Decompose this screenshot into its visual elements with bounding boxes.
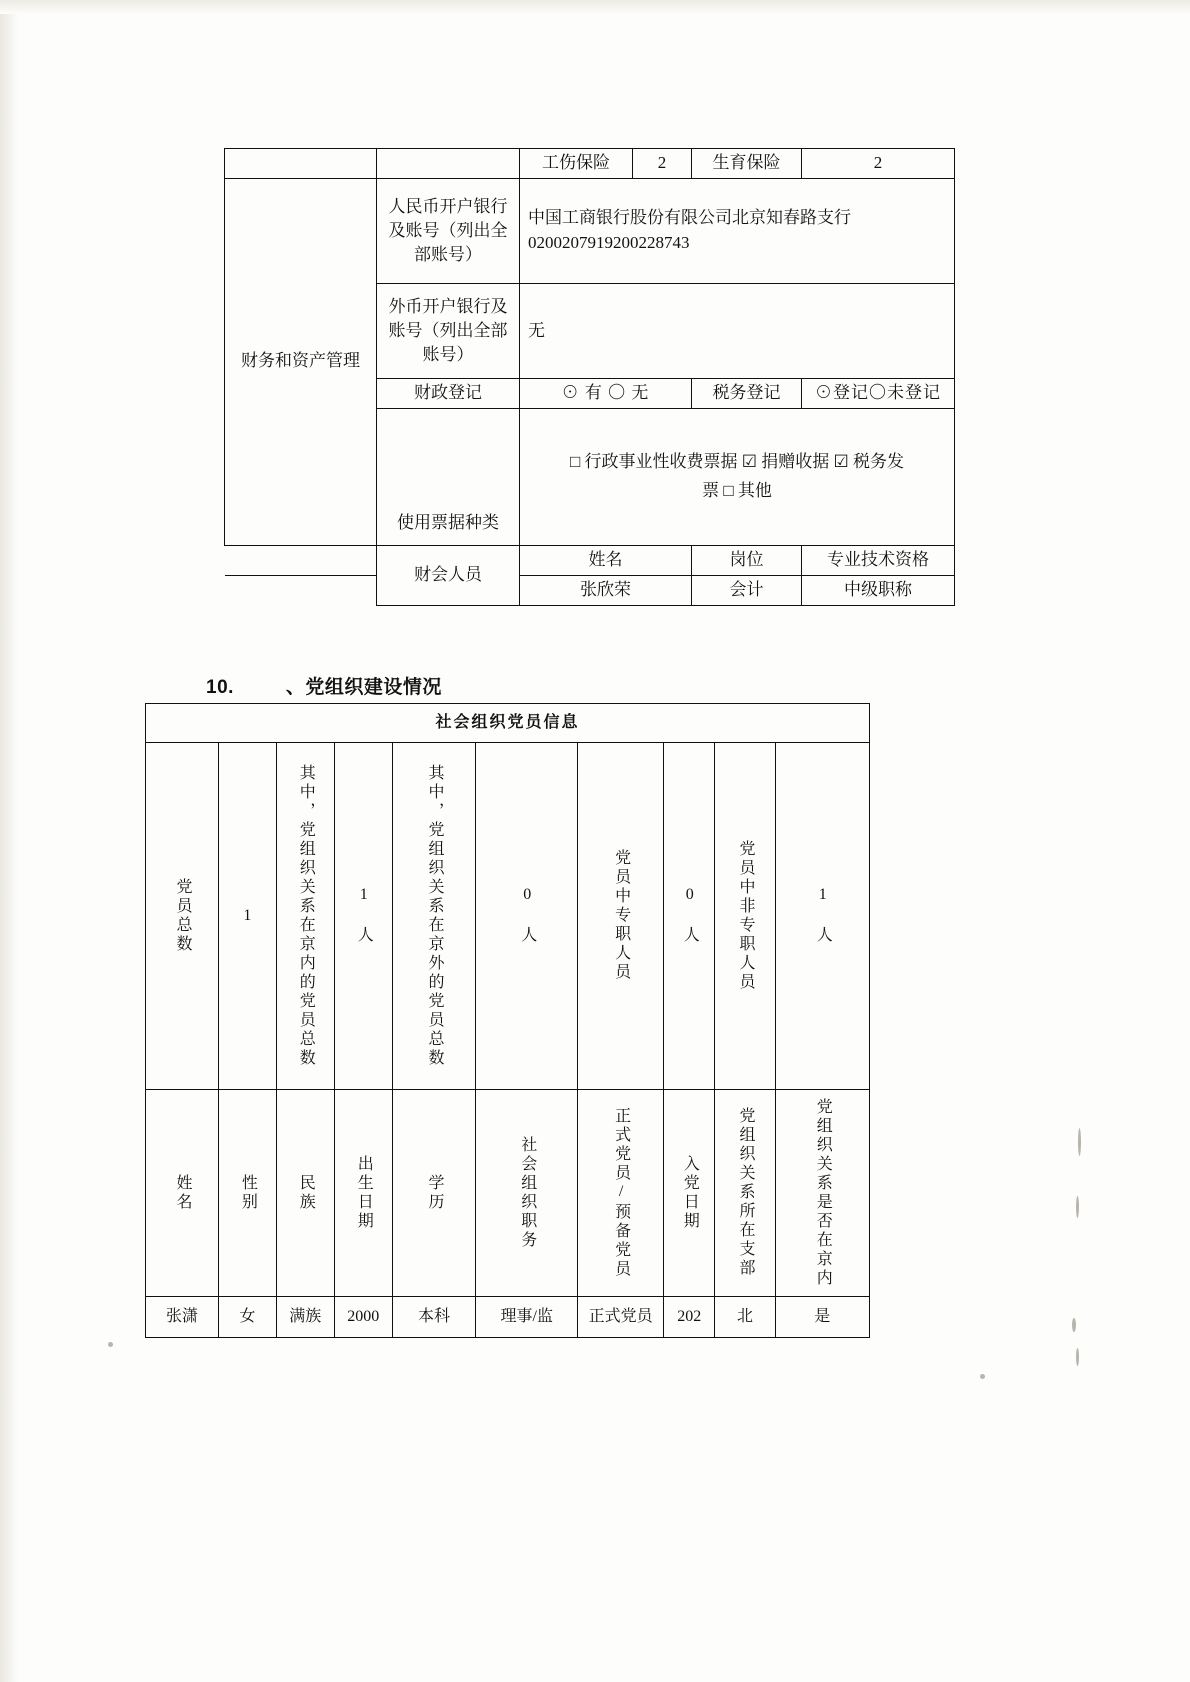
table-row-staff-header xyxy=(225,545,955,575)
ticket-types-line-2: 票 □ 其他 xyxy=(702,480,772,500)
scan-speck xyxy=(1076,1348,1079,1366)
stat-value-in-beijing-text: 1 人 xyxy=(355,886,373,946)
scan-speck xyxy=(980,1374,985,1379)
stat-label-fulltime xyxy=(578,742,664,1089)
cell-relation-in-beijing: 是 xyxy=(775,1296,869,1337)
stat-value-total: 1 xyxy=(218,742,276,1089)
rmb-bank-value: 中国工商银行股份有限公司北京知春路支行 0200207919200228743 xyxy=(520,178,955,283)
staff-header-qualification: 专业技术资格 xyxy=(802,545,955,575)
cell-org-position: 理事/监 xyxy=(476,1296,578,1337)
staff-value-position: 会计 xyxy=(692,575,802,605)
cell-ethnicity: 满族 xyxy=(276,1296,334,1337)
stat-label-out-beijing xyxy=(392,742,476,1089)
section-title: 、党组织建设情况 xyxy=(285,677,442,698)
fiscal-registration-label: 财政登记 xyxy=(377,378,520,408)
finance-section-label: 财务和资产管理 xyxy=(225,178,377,545)
stat-label-in-beijing-text: 其中，党组织关系在京内的党员总数 xyxy=(297,763,315,1068)
header-gender xyxy=(218,1089,276,1296)
header-name-text: 姓名 xyxy=(173,1173,191,1212)
party-table-title-row xyxy=(146,704,870,743)
table-row-rmb-bank xyxy=(225,178,955,283)
finance-asset-management-table xyxy=(224,148,955,606)
spacer-cell-2 xyxy=(225,575,377,605)
party-header-row xyxy=(146,1089,870,1296)
tax-registration-label: 税务登记 xyxy=(692,378,802,408)
stat-value-out-beijing xyxy=(476,742,578,1089)
staff-value-qualification: 中级职称 xyxy=(802,575,955,605)
cell-member-status: 正式党员 xyxy=(578,1296,664,1337)
table-row xyxy=(146,1296,870,1337)
header-org-position xyxy=(476,1089,578,1296)
header-ethnicity xyxy=(276,1089,334,1296)
scan-speck xyxy=(1076,1196,1079,1218)
cell-birthdate: 2000 xyxy=(334,1296,392,1337)
party-stats-row xyxy=(146,742,870,1089)
stat-label-parttime-text: 党员中非专职人员 xyxy=(736,839,754,992)
stat-label-out-beijing-text: 其中，党组织关系在京外的党员总数 xyxy=(425,763,443,1068)
tax-registration-value[interactable]: ⊙登记〇未登记 xyxy=(802,378,955,408)
header-education-text: 学历 xyxy=(425,1173,443,1212)
stat-label-total xyxy=(146,742,219,1089)
stat-label-parttime xyxy=(715,742,775,1089)
section-number: 10. xyxy=(206,677,234,698)
staff-header-name: 姓名 xyxy=(520,545,692,575)
scan-speck xyxy=(108,1342,113,1347)
cell-branch: 北 xyxy=(715,1296,775,1337)
header-name xyxy=(146,1089,219,1296)
header-member-status xyxy=(578,1089,664,1296)
header-relation-in-beijing xyxy=(775,1089,869,1296)
section-heading xyxy=(206,672,442,699)
cell-education: 本科 xyxy=(392,1296,476,1337)
header-join-date xyxy=(663,1089,714,1296)
foreign-bank-label: 外币开户银行及账号（列出全部账号） xyxy=(377,283,520,378)
table-row-insurance xyxy=(225,149,955,179)
header-org-position-text: 社会组织职务 xyxy=(518,1135,536,1250)
ticket-types-line-1: □ 行政事业性收费票据 ☑ 捐赠收据 ☑ 税务发 xyxy=(570,451,904,471)
stat-value-parttime xyxy=(775,742,869,1089)
stat-value-fulltime xyxy=(663,742,714,1089)
stat-label-fulltime-text: 党员中专职人员 xyxy=(612,849,630,983)
stat-value-parttime-text: 1 人 xyxy=(814,886,832,946)
header-member-status-text: 正式党员/预备党员 xyxy=(612,1106,630,1279)
empty-cell-2 xyxy=(377,149,520,179)
cell-gender: 女 xyxy=(218,1296,276,1337)
stat-value-in-beijing xyxy=(334,742,392,1089)
ticket-types-label: 使用票据种类 xyxy=(377,408,520,545)
scan-speck xyxy=(1072,1318,1076,1332)
scan-speck xyxy=(1078,1128,1081,1156)
header-relation-in-beijing-text: 党组织关系是否在京内 xyxy=(814,1097,832,1288)
maternity-insurance-label: 生育保险 xyxy=(692,149,802,179)
staff-header-position: 岗位 xyxy=(692,545,802,575)
work-injury-insurance-label: 工伤保险 xyxy=(520,149,633,179)
rmb-bank-label: 人民币开户银行及账号（列出全部账号） xyxy=(377,178,520,283)
cell-name: 张潇 xyxy=(146,1296,219,1337)
scan-edge-left xyxy=(0,0,18,1682)
header-branch-text: 党组织关系所在支部 xyxy=(736,1107,754,1279)
header-birthdate-text: 出生日期 xyxy=(355,1154,373,1231)
foreign-bank-value: 无 xyxy=(520,283,955,378)
header-ethnicity-text: 民族 xyxy=(297,1173,315,1212)
work-injury-insurance-value: 2 xyxy=(633,149,692,179)
scan-edge-top xyxy=(0,0,1190,14)
header-education xyxy=(392,1089,476,1296)
header-birthdate xyxy=(334,1089,392,1296)
header-branch xyxy=(715,1089,775,1296)
stat-label-total-text: 党员总数 xyxy=(173,877,191,954)
party-member-info-table xyxy=(145,703,870,1338)
fiscal-registration-value[interactable]: ⊙ 有 〇 无 xyxy=(520,378,692,408)
ticket-types-value[interactable] xyxy=(520,408,955,545)
cell-join-date: 202 xyxy=(663,1296,714,1337)
stat-label-in-beijing xyxy=(276,742,334,1089)
party-table-title: 社会组织党员信息 xyxy=(146,704,870,743)
stat-value-fulltime-text: 0 人 xyxy=(681,886,699,946)
empty-cell-1 xyxy=(225,149,377,179)
header-gender-text: 性别 xyxy=(239,1173,257,1212)
header-join-date-text: 入党日期 xyxy=(681,1154,699,1231)
staff-value-name: 张欣荣 xyxy=(520,575,692,605)
table-row-staff-data xyxy=(225,575,955,605)
stat-value-out-beijing-text: 0 人 xyxy=(518,886,536,946)
maternity-insurance-value: 2 xyxy=(802,149,955,179)
accounting-staff-label: 财会人员 xyxy=(377,545,520,605)
spacer-cell xyxy=(225,545,377,575)
